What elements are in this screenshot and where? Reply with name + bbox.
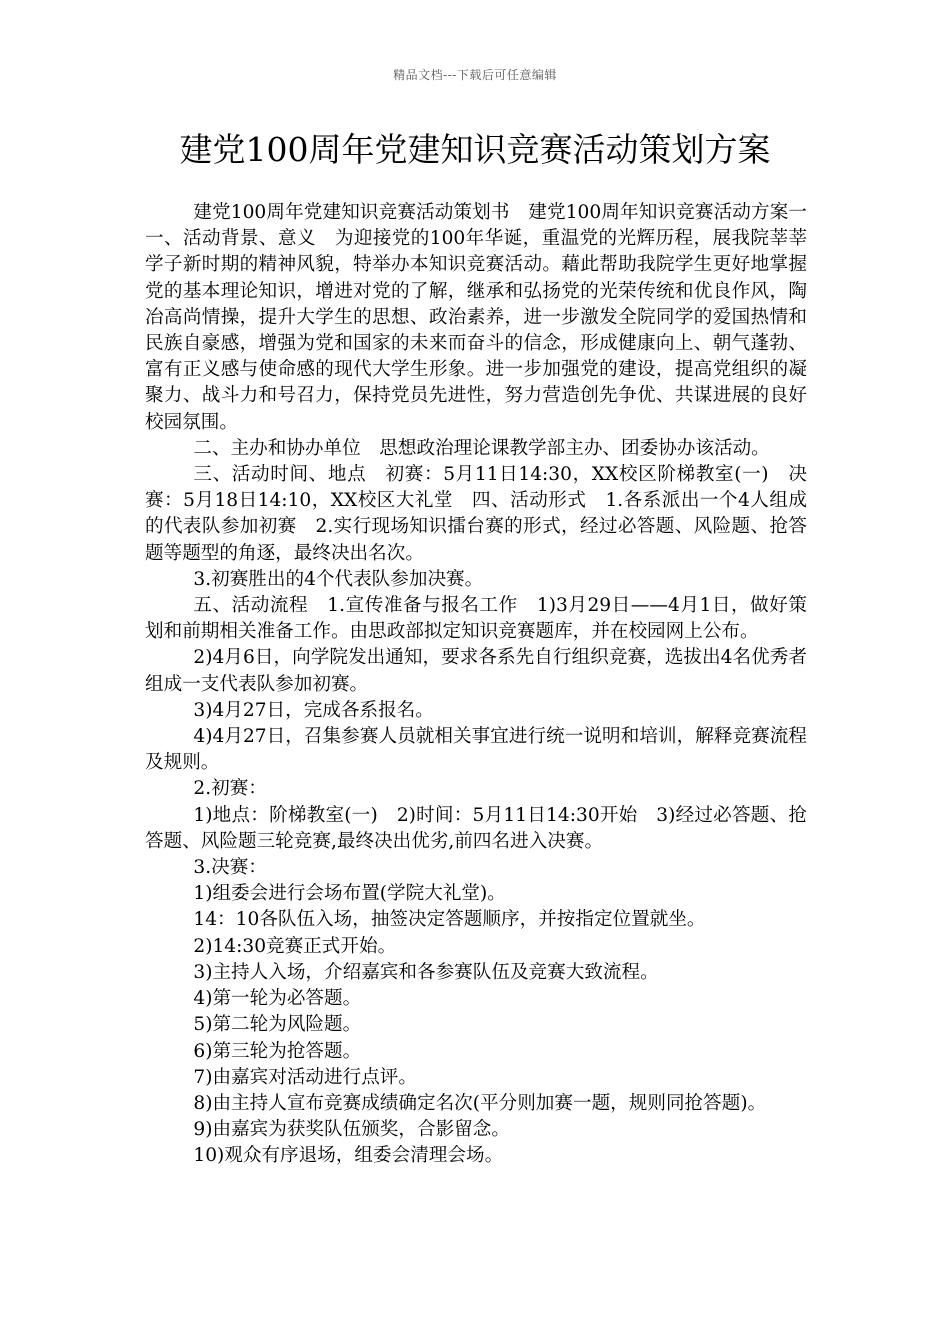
document-body xyxy=(145,200,826,1170)
paragraph-final-step-2: 2)14:30竞赛正式开始。 xyxy=(193,935,397,957)
paragraph-training: 4)4月27日，召集参赛人员就相关事宜进行统一说明和培训，解释竞赛流程及规则。 xyxy=(145,726,807,774)
paragraph-final-step-9: 9)由嘉宾为获奖队伍颁奖，合影留念。 xyxy=(193,1119,510,1141)
paragraph-final-step-7: 7)由嘉宾对活动进行点评。 xyxy=(193,1066,417,1088)
paragraph-preliminary-heading: 2.初赛： xyxy=(193,778,267,800)
paragraph-time-place: 三、活动时间、地点 初赛：5月11日14:30，XX校区阶梯教室(一) 决赛：5月18日14:10，XX校区大礼堂 四、活动形式 1.各系派出一个4人组成的代表队参加初赛 2.实行现场知识擂台赛的形式，经过必答题、风险题、抢答题等题型的角逐，最终决出名次。 xyxy=(145,464,807,564)
paragraph-final-step-3: 3)主持人入场，介绍嘉宾和各参赛队伍及竞赛大致流程。 xyxy=(193,961,659,983)
header-note: 精品文档---下载后可任意编辑 xyxy=(393,68,557,82)
paragraph-final-step-1: 1)组委会进行会场布置(学院大礼堂)。 xyxy=(193,883,506,905)
paragraph-preliminary-details: 1)地点：阶梯教室(一) 2)时间：5月11日14:30开始 3)经过必答题、抢答题、风险题三轮竞赛,最终决出优劣,前四名进入决赛。 xyxy=(145,804,807,852)
paragraph-finalists: 3.初赛胜出的4个代表队参加决赛。 xyxy=(193,568,484,590)
paragraph-final-step-10: 10)观众有序退场，组委会清理会场。 xyxy=(193,1145,504,1167)
paragraph-process: 五、活动流程 1.宣传准备与报名工作 1)3月29日——4月1日，做好策划和前期相关准备工作。由思政部拟定知识竞赛题库，并在校园网上公布。 xyxy=(145,595,807,643)
paragraph-final-heading: 3.决赛： xyxy=(193,857,267,879)
paragraph-organizers: 二、主办和协办单位 思想政治理论课教学部主办、团委协办该活动。 xyxy=(193,437,770,459)
document-title: 建党100周年党建知识竞赛活动策划方案 xyxy=(179,130,771,169)
paragraph-final-step-6: 6)第三轮为抢答题。 xyxy=(193,1040,362,1062)
paragraph-final-step-5: 5)第二轮为风险题。 xyxy=(193,1014,362,1036)
paragraph-notice: 2)4月6日，向学院发出通知，要求各系先自行组织竞赛，选拔出4名优秀者组成一支代表队参加初赛。 xyxy=(145,647,807,695)
paragraph-final-step-4: 4)第一轮为必答题。 xyxy=(193,988,362,1010)
paragraph-registration: 3)4月27日，完成各系报名。 xyxy=(193,699,434,721)
paragraph-final-step-8: 8)由主持人宣布竞赛成绩确定名次(平分则加赛一题，规则同抢答题)。 xyxy=(193,1092,767,1114)
paragraph-background: 建党100周年党建知识竞赛活动策划书 建党100周年知识竞赛活动方案一 一、活动背景、意义 为迎接党的100年华诞，重温党的光辉历程，展我院莘莘学子新时期的精神风貌，特举办本知识竞赛活动。藉此帮助我院学生更好地掌握党的基本理论知识，增进对党的了解，继承和弘扬党的光荣传统和优良作风，陶冶高尚情操，提升大学生的思想、政治素养，进一步激发全院同学的爱国热情和民族自豪感，增强为党和国家的未来而奋斗的信念，形成健康向上、朝气蓬勃、富有正义感与使命感的现代大学生形象。进一步加强党的建设，提高党组织的凝聚力、战斗力和号召力，保持党员先进性，努力营造创先争优、共谋进展的良好校园氛围。 xyxy=(145,202,826,433)
paragraph-final-step-entry: 14：10各队伍入场，抽签决定答题顺序，并按指定位置就坐。 xyxy=(193,909,706,931)
